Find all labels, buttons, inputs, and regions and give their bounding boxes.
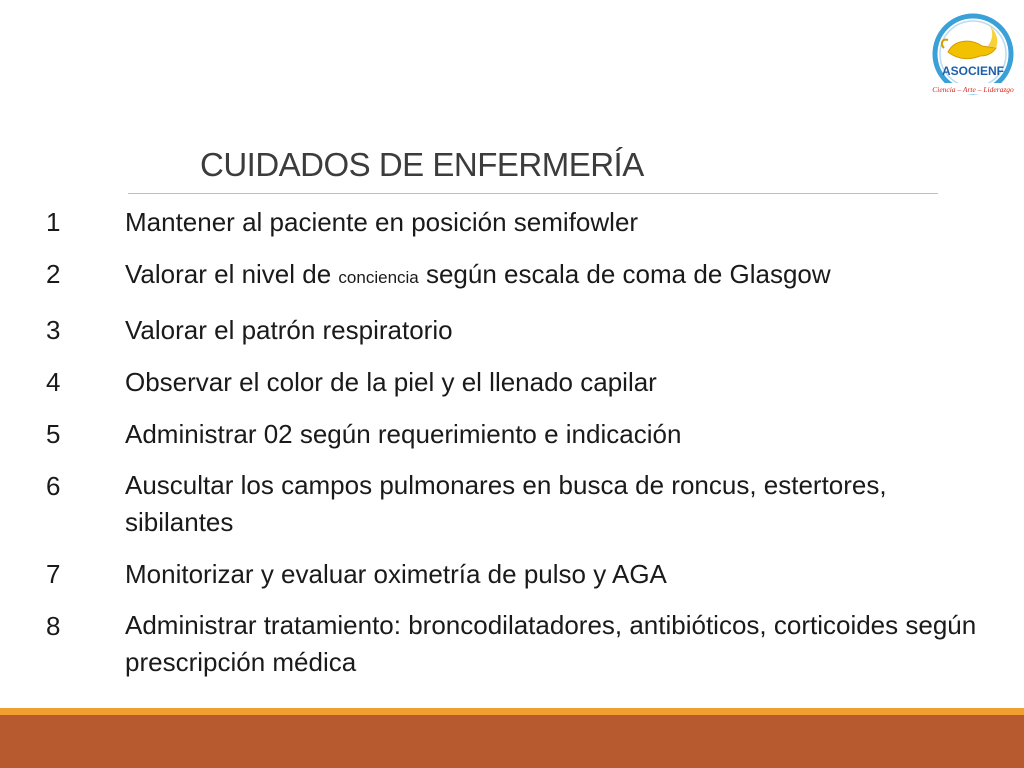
item-number: 6 bbox=[46, 471, 61, 501]
asocienf-logo bbox=[930, 8, 1016, 102]
item-text: Observar el color de la piel y el llenado capilar bbox=[125, 367, 657, 397]
item-number: 7 bbox=[46, 559, 61, 589]
item-text-part: según escala de coma de Glasgow bbox=[418, 259, 831, 289]
item-number: 4 bbox=[46, 367, 61, 397]
list-item bbox=[0, 607, 1024, 681]
footer-bar bbox=[0, 715, 1024, 768]
list-item bbox=[0, 203, 1024, 241]
item-text: Administrar 02 según requerimiento e indicación bbox=[125, 419, 682, 449]
footer-accent-line bbox=[0, 708, 1024, 715]
item-number: 3 bbox=[46, 315, 61, 345]
item-text-part: Valorar el nivel de bbox=[125, 259, 339, 289]
item-text: Mantener al paciente en posición semifowler bbox=[125, 207, 639, 237]
list-item bbox=[0, 363, 1024, 401]
svg-text:Ciencia – Arte – Liderazgo: Ciencia – Arte – Liderazgo bbox=[932, 85, 1014, 94]
list-item bbox=[0, 467, 1024, 541]
slide-title: CUIDADOS DE ENFERMERÍA bbox=[200, 146, 644, 183]
list-item bbox=[0, 255, 1024, 297]
title-divider bbox=[128, 193, 938, 194]
item-text: Administrar tratamiento: broncodilatadores, antibióticos, corticoides según prescripción médica bbox=[125, 610, 977, 677]
item-text: Monitorizar y evaluar oximetría de pulso y AGA bbox=[125, 559, 667, 589]
item-number: 2 bbox=[46, 259, 61, 289]
item-text-small: conciencia bbox=[338, 268, 419, 287]
item-text: Valorar el patrón respiratorio bbox=[125, 315, 453, 345]
list-item bbox=[0, 555, 1024, 593]
care-list bbox=[0, 203, 1024, 695]
logo-lamp-icon bbox=[930, 8, 1016, 102]
item-number: 1 bbox=[46, 207, 61, 237]
item-text: Auscultar los campos pulmonares en busca de roncus, estertores, sibilantes bbox=[125, 470, 887, 537]
list-item bbox=[0, 311, 1024, 349]
item-number: 8 bbox=[46, 611, 61, 641]
item-number: 5 bbox=[46, 419, 61, 449]
list-item bbox=[0, 415, 1024, 453]
item-text bbox=[125, 255, 995, 297]
svg-text:ASOCIENF: ASOCIENF bbox=[941, 64, 1005, 78]
